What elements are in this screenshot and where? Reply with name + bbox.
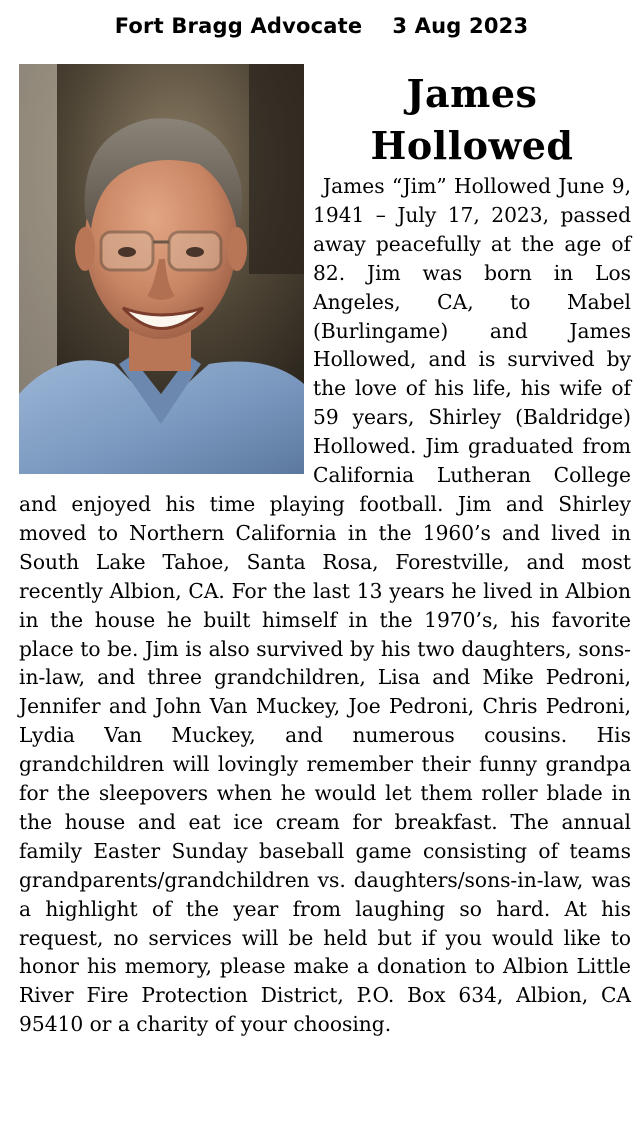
obituary-article: [19, 64, 631, 1039]
portrait-photo: [19, 64, 304, 474]
obituary-last-name: Hollowed: [370, 123, 574, 168]
publication-date: 3 Aug 2023: [392, 14, 529, 38]
obituary-first-name: James: [406, 71, 538, 116]
portrait-illustration: [19, 64, 304, 474]
obituary-body: James “Jim” Hollowed June 9, 1941 – July 17, 2023, passed away peacefully at the age of 82. Jim was born in Los Angeles, CA, to Mabel (Burlingame) and James Hollowed, and is survived by the love of his life, his wife of 59 years, Shirley (Baldridge) Hollowed. Jim graduated from California Lutheran College and enjoyed his time playing football. Jim and Shirley moved to Northern California in the 1960’s and lived in South Lake Tahoe, Santa Rosa, Forestville, and most recently Albion, CA. For the last 13 years he lived in Albion in the house he built himself in the 1970’s, his favorite place to be. Jim is also survived by his two daughters, sons-in-law, and three grandchildren, Lisa and Mike Pedroni, Jennifer and John Van Muckey, Joe Pedroni, Chris Pedroni, Lydia Van Muckey, and numerous cousins. His grandchildren will lovingly remember their funny grandpa for the sleepovers when he would let them roller blade in the house and eat ice cream for breakfast. The annual family Easter Sunday baseball game consisting of teams grandparents/grandchildren vs. daughters/sons-in-law, was a highlight of the year from laughing so hard. At his request, no services will be held but if you would like to honor his memory, please make a donation to Albion Little River Fire Protection District, P.O. Box 634, Albion, CA 95410 or a charity of your choosing.: [19, 174, 631, 1037]
publication-header: [0, 14, 643, 38]
publication-name: Fort Bragg Advocate: [114, 14, 363, 38]
